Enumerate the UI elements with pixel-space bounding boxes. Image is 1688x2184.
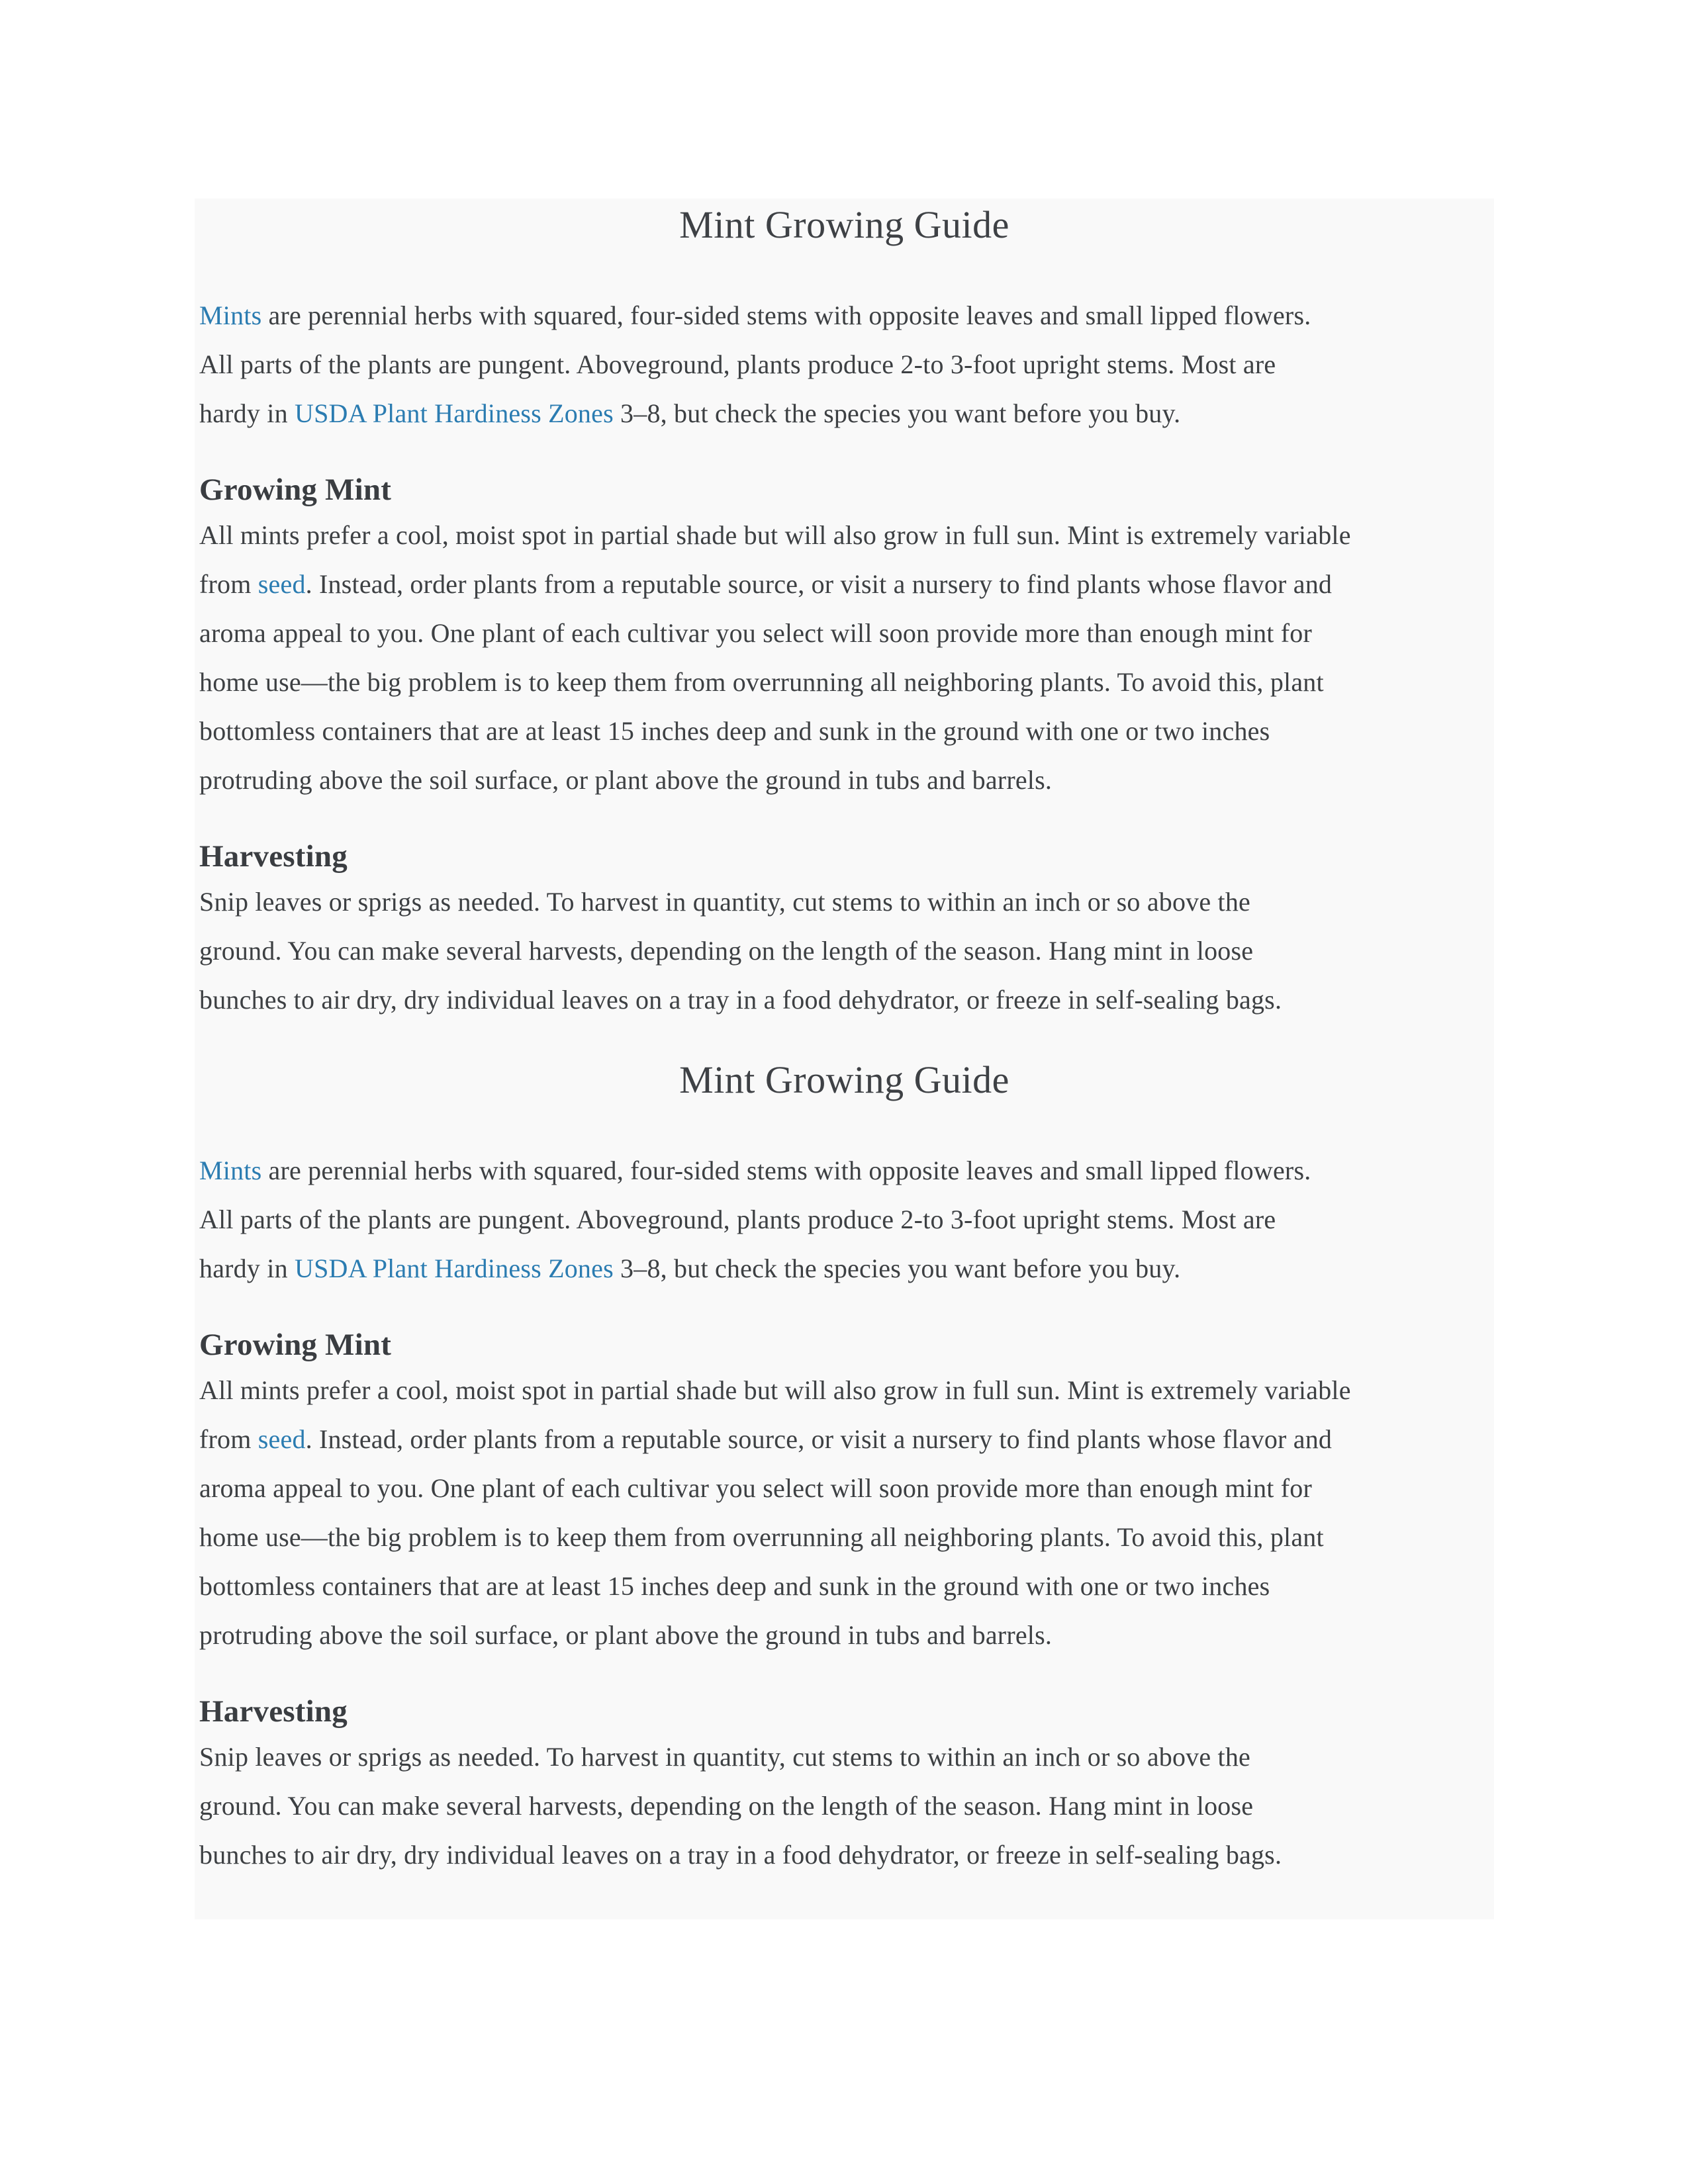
- growing-line-1: All mints prefer a cool, moist spot in partial shade but will also grow in full sun. Mint is extremely variable: [199, 520, 1351, 550]
- growing-mint-paragraph: [199, 511, 1489, 805]
- growing-2-line-2-pre: from: [199, 1424, 258, 1454]
- intro-line-2: All parts of the plants are pungent. Aboveground, plants produce 2-to 3-foot upright stems. Most are: [199, 349, 1276, 379]
- harvesting-line-3: bunches to air dry, dry individual leaves on a tray in a food dehydrator, or freeze in self-sealing bags.: [199, 985, 1282, 1015]
- harvesting-2-line-2: ground. You can make several harvests, depending on the length of the season. Hang mint in loose: [199, 1791, 1254, 1821]
- growing-2-line-1: All mints prefer a cool, moist spot in partial shade but will also grow in full sun. Mint is extremely variable: [199, 1375, 1351, 1405]
- growing-2-line-4: home use—the big problem is to keep them from overrunning all neighboring plants. To avoid this, plant: [199, 1522, 1324, 1552]
- intro-line-1: [199, 291, 1489, 340]
- intro-2-line-2: All parts of the plants are pungent. Aboveground, plants produce 2-to 3-foot upright stems. Most are: [199, 1205, 1276, 1234]
- harvesting-heading-2: Harvesting: [199, 1694, 348, 1729]
- intro-line-3-pre: hardy in: [199, 398, 295, 428]
- growing-mint-heading-2: Growing Mint: [199, 1328, 392, 1362]
- harvesting-line-1: Snip leaves or sprigs as needed. To harvest in quantity, cut stems to within an inch or so above the: [199, 887, 1251, 917]
- growing-2-line-2: [199, 1415, 1489, 1464]
- intro-2-line-3-post: 3–8, but check the species you want before you buy.: [613, 1253, 1181, 1283]
- growing-line-2: [199, 560, 1489, 609]
- mints-link-2[interactable]: Mints: [199, 1156, 262, 1185]
- usda-hardiness-zones-link[interactable]: USDA Plant Hardiness Zones: [295, 398, 614, 428]
- growing-line-2-pre: from: [199, 569, 258, 599]
- harvesting-heading: Harvesting: [199, 839, 348, 874]
- article-content: [195, 199, 1494, 1919]
- growing-line-5: bottomless containers that are at least 15 inches deep and sunk in the ground with one or two inches: [199, 716, 1270, 746]
- growing-mint-heading: Growing Mint: [199, 473, 392, 507]
- mints-link[interactable]: Mints: [199, 300, 262, 330]
- page-title: Mint Growing Guide: [679, 203, 1009, 246]
- intro-2-line-3: [199, 1244, 1489, 1293]
- growing-2-line-3: aroma appeal to you. One plant of each cultivar you select will soon provide more than enough mint for: [199, 1473, 1313, 1503]
- growing-line-4: home use—the big problem is to keep them from overrunning all neighboring plants. To avoid this, plant: [199, 667, 1324, 697]
- growing-line-2-post: . Instead, order plants from a reputable source, or visit a nursery to find plants whose flavor and: [305, 569, 1333, 599]
- intro-paragraph-2: [199, 1146, 1489, 1293]
- harvesting-2-line-1: Snip leaves or sprigs as needed. To harvest in quantity, cut stems to within an inch or so above the: [199, 1742, 1251, 1772]
- intro-2-line-1: [199, 1146, 1489, 1195]
- harvesting-paragraph: [199, 878, 1489, 1024]
- page-title-2: Mint Growing Guide: [679, 1058, 1009, 1101]
- usda-hardiness-zones-link-2[interactable]: USDA Plant Hardiness Zones: [295, 1253, 614, 1283]
- growing-mint-paragraph-2: [199, 1366, 1489, 1660]
- growing-2-line-2-post: . Instead, order plants from a reputable source, or visit a nursery to find plants whose flavor and: [305, 1424, 1333, 1454]
- intro-paragraph: [199, 291, 1489, 438]
- intro-2-line-3-pre: hardy in: [199, 1253, 295, 1283]
- intro-2-line-1-text: are perennial herbs with squared, four-sided stems with opposite leaves and small lipped flowers.: [261, 1156, 1311, 1185]
- growing-2-line-6: protruding above the soil surface, or plant above the ground in tubs and barrels.: [199, 1620, 1053, 1650]
- growing-line-3: aroma appeal to you. One plant of each cultivar you select will soon provide more than enough mint for: [199, 618, 1313, 648]
- harvesting-line-2: ground. You can make several harvests, depending on the length of the season. Hang mint in loose: [199, 936, 1254, 966]
- harvesting-paragraph-2: [199, 1733, 1489, 1880]
- intro-line-3: [199, 389, 1489, 438]
- seed-link[interactable]: seed: [258, 569, 306, 599]
- growing-2-line-5: bottomless containers that are at least 15 inches deep and sunk in the ground with one or two inches: [199, 1571, 1270, 1601]
- intro-line-3-post: 3–8, but check the species you want before you buy.: [613, 398, 1181, 428]
- seed-link-2[interactable]: seed: [258, 1424, 306, 1454]
- intro-line-1-text: are perennial herbs with squared, four-sided stems with opposite leaves and small lipped flowers.: [261, 300, 1311, 330]
- growing-line-6: protruding above the soil surface, or plant above the ground in tubs and barrels.: [199, 765, 1053, 795]
- harvesting-2-line-3: bunches to air dry, dry individual leaves on a tray in a food dehydrator, or freeze in self-sealing bags.: [199, 1840, 1282, 1870]
